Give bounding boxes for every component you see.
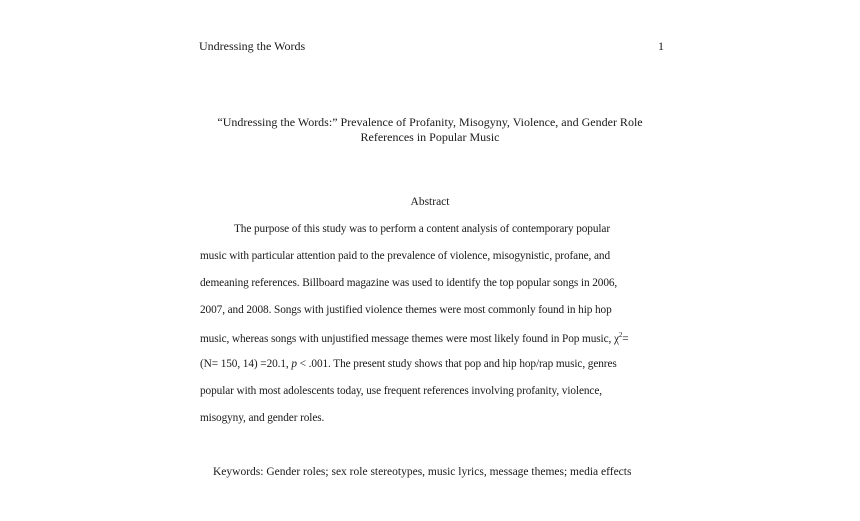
abstract-line-6 (200, 358, 617, 370)
abstract-line-3: demeaning references. Billboard magazine was used to identify the top popular songs in 2006, (200, 277, 618, 289)
abstract-line-5-text: music, whereas songs with unjustified message themes were most likely found in Pop music, (200, 333, 612, 345)
chi-square-symbol: χ (613, 333, 619, 345)
abstract-line-2: music with particular attention paid to the prevalence of violence, misogynistic, profane, and (200, 250, 611, 262)
abstract-line-5 (200, 331, 629, 345)
abstract-heading: Abstract (410, 196, 450, 208)
abstract-line-6-b: < .001. The present study shows that pop and hip hop/rap music, genres (296, 358, 617, 370)
chi-square-superscript: 2 (618, 331, 623, 339)
abstract-line-4: 2007, and 2008. Songs with justified violence themes were most commonly found in hip hop (200, 304, 612, 316)
page-number: 1 (658, 39, 664, 53)
abstract-line-8: misogyny, and gender roles. (200, 412, 325, 424)
running-head: Undressing the Words (199, 39, 306, 53)
title-line-1: “Undressing the Words:” Prevalence of Profanity, Misogyny, Violence, and Gender Role (217, 115, 643, 129)
abstract-line-6-a: (N= 150, 14) =20.1, (200, 358, 292, 370)
keywords: Keywords: Gender roles; sex role stereotypes, music lyrics, message themes; media effects (213, 466, 632, 478)
chi-square-equals: = (622, 333, 629, 345)
abstract-line-7: popular with most adolescents today, use frequent references involving profanity, violence, (200, 385, 602, 397)
paper-title (195, 115, 665, 145)
p-value-symbol: p (291, 358, 297, 370)
abstract-line-1: The purpose of this study was to perform a content analysis of contemporary popular (234, 223, 611, 235)
title-line-2: References in Popular Music (360, 130, 500, 144)
